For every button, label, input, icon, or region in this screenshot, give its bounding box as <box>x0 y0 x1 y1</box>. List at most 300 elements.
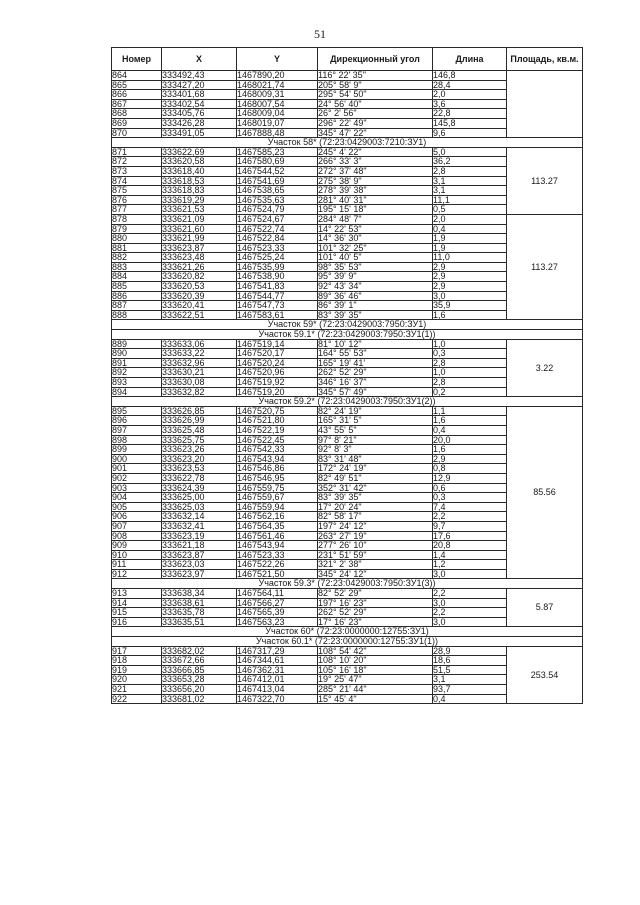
point-number: 881 <box>112 243 162 253</box>
y-coordinate: 1467890,20 <box>237 71 318 81</box>
y-coordinate: 1467585,23 <box>237 147 318 157</box>
y-coordinate: 1467580,69 <box>237 157 318 167</box>
segment-length: 0,8 <box>433 464 507 474</box>
segment-length: 145,8 <box>433 118 507 128</box>
y-coordinate: 1467559,67 <box>237 493 318 503</box>
point-number: 915 <box>112 608 162 618</box>
segment-length: 1,6 <box>433 445 507 455</box>
area-value: 3.22 <box>507 339 583 397</box>
y-coordinate: 1467559,75 <box>237 483 318 493</box>
y-coordinate: 1467565,39 <box>237 608 318 618</box>
parcel-title: Участок 59.3* (72:23:0429003:7950:ЗУ1(3)) <box>112 579 583 589</box>
header-area: Площадь, кв.м. <box>507 48 583 71</box>
x-coordinate: 333427,20 <box>162 80 237 90</box>
table-row <box>112 339 583 349</box>
segment-length: 1,9 <box>433 234 507 244</box>
parcel-header-row <box>112 330 583 340</box>
parcel-title: Участок 59* (72:23:0429003:7950:ЗУ1) <box>112 320 583 330</box>
direction-angle: 82° 24' 19" <box>318 406 433 416</box>
x-coordinate: 333681,02 <box>162 694 237 704</box>
segment-length: 2,8 <box>433 166 507 176</box>
x-coordinate: 333638,34 <box>162 589 237 599</box>
x-coordinate: 333633,22 <box>162 349 237 359</box>
table-body <box>112 71 583 704</box>
direction-angle: 165° 19' 41' <box>318 358 433 368</box>
segment-length: 12,9 <box>433 473 507 483</box>
x-coordinate: 333621,26 <box>162 262 237 272</box>
direction-angle: 17° 16' 23" <box>318 617 433 627</box>
x-coordinate: 333405,76 <box>162 109 237 119</box>
y-coordinate: 1467541,83 <box>237 282 318 292</box>
point-number: 866 <box>112 90 162 100</box>
segment-length: 0,3 <box>433 349 507 359</box>
y-coordinate: 1467523,33 <box>237 550 318 560</box>
x-coordinate: 333618,53 <box>162 176 237 186</box>
x-coordinate: 333618,40 <box>162 166 237 176</box>
point-number: 900 <box>112 454 162 464</box>
segment-length: 1,2 <box>433 560 507 570</box>
point-number: 916 <box>112 617 162 627</box>
x-coordinate: 333656,20 <box>162 685 237 695</box>
point-number: 871 <box>112 147 162 157</box>
segment-length: 0,5 <box>433 205 507 215</box>
x-coordinate: 333653,28 <box>162 675 237 685</box>
point-number: 885 <box>112 282 162 292</box>
x-coordinate: 333625,03 <box>162 502 237 512</box>
parcel-header-row <box>112 138 583 148</box>
direction-angle: 14° 22' 53" <box>318 224 433 234</box>
y-coordinate: 1467522,74 <box>237 224 318 234</box>
x-coordinate: 333635,51 <box>162 617 237 627</box>
segment-length: 2,2 <box>433 512 507 522</box>
x-coordinate: 333623,03 <box>162 560 237 570</box>
y-coordinate: 1468009,04 <box>237 109 318 119</box>
segment-length: 35,9 <box>433 301 507 311</box>
segment-length: 1,4 <box>433 550 507 560</box>
point-number: 898 <box>112 435 162 445</box>
segment-length: 1,6 <box>433 416 507 426</box>
point-number: 879 <box>112 224 162 234</box>
point-number: 899 <box>112 445 162 455</box>
y-coordinate: 1467344,61 <box>237 656 318 666</box>
point-number: 917 <box>112 646 162 656</box>
y-coordinate: 1467564,11 <box>237 589 318 599</box>
point-number: 873 <box>112 166 162 176</box>
x-coordinate: 333623,87 <box>162 550 237 560</box>
x-coordinate: 333621,09 <box>162 214 237 224</box>
segment-length: 3,1 <box>433 176 507 186</box>
direction-angle: 92° 8' 3" <box>318 445 433 455</box>
y-coordinate: 1467559,94 <box>237 502 318 512</box>
segment-length: 2,9 <box>433 454 507 464</box>
point-number: 874 <box>112 176 162 186</box>
point-number: 896 <box>112 416 162 426</box>
segment-length: 11,1 <box>433 195 507 205</box>
header-row <box>112 48 583 71</box>
x-coordinate: 333621,60 <box>162 224 237 234</box>
parcel-title: Участок 60.1* (72:23:0000000:12755:ЗУ1(1)) <box>112 637 583 647</box>
segment-length: 1,0 <box>433 339 507 349</box>
y-coordinate: 1467524,79 <box>237 205 318 215</box>
header-x: X <box>162 48 237 71</box>
x-coordinate: 333623,53 <box>162 464 237 474</box>
y-coordinate: 1467317,29 <box>237 646 318 656</box>
point-number: 920 <box>112 675 162 685</box>
segment-length: 2,0 <box>433 90 507 100</box>
direction-angle: 15° 45' 4" <box>318 694 433 704</box>
direction-angle: 97° 8' 21" <box>318 435 433 445</box>
point-number: 914 <box>112 598 162 608</box>
direction-angle: 116° 22' 35" <box>318 71 433 81</box>
y-coordinate: 1468007,54 <box>237 99 318 109</box>
segment-length: 93,7 <box>433 685 507 695</box>
segment-length: 20,0 <box>433 435 507 445</box>
segment-length: 2,8 <box>433 358 507 368</box>
x-coordinate: 333618,83 <box>162 186 237 196</box>
direction-angle: 165° 31' 5" <box>318 416 433 426</box>
segment-length: 3,0 <box>433 291 507 301</box>
y-coordinate: 1467535,63 <box>237 195 318 205</box>
direction-angle: 263° 27' 19" <box>318 531 433 541</box>
page-number: 51 <box>314 27 326 41</box>
segment-length: 3,0 <box>433 569 507 579</box>
direction-angle: 262° 52' 29" <box>318 368 433 378</box>
direction-angle: 43° 55' 5" <box>318 425 433 435</box>
area-value <box>507 71 583 138</box>
point-number: 901 <box>112 464 162 474</box>
y-coordinate: 1467520,24 <box>237 358 318 368</box>
y-coordinate: 1467362,31 <box>237 665 318 675</box>
point-number: 912 <box>112 569 162 579</box>
y-coordinate: 1467523,33 <box>237 243 318 253</box>
header-y: Y <box>237 48 318 71</box>
x-coordinate: 333638,61 <box>162 598 237 608</box>
direction-angle: 83° 39' 35" <box>318 493 433 503</box>
direction-angle: 83° 39' 35" <box>318 310 433 320</box>
y-coordinate: 1467542,33 <box>237 445 318 455</box>
point-number: 868 <box>112 109 162 119</box>
table-row <box>112 646 583 656</box>
x-coordinate: 333623,97 <box>162 569 237 579</box>
point-number: 869 <box>112 118 162 128</box>
segment-length: 0,4 <box>433 694 507 704</box>
x-coordinate: 333621,18 <box>162 541 237 551</box>
point-number: 883 <box>112 262 162 272</box>
header-number: Номер <box>112 48 162 71</box>
point-number: 902 <box>112 473 162 483</box>
segment-length: 5,0 <box>433 147 507 157</box>
segment-length: 2,9 <box>433 262 507 272</box>
segment-length: 7,4 <box>433 502 507 512</box>
table-row <box>112 589 583 599</box>
x-coordinate: 333622,69 <box>162 147 237 157</box>
direction-angle: 231° 51' 59" <box>318 550 433 560</box>
segment-length: 3,0 <box>433 598 507 608</box>
x-coordinate: 333622,51 <box>162 310 237 320</box>
y-coordinate: 1467519,92 <box>237 378 318 388</box>
y-coordinate: 1467519,14 <box>237 339 318 349</box>
point-number: 894 <box>112 387 162 397</box>
y-coordinate: 1468021,74 <box>237 80 318 90</box>
x-coordinate: 333623,20 <box>162 454 237 464</box>
segment-length: 2,2 <box>433 589 507 599</box>
segment-length: 0,3 <box>433 493 507 503</box>
direction-angle: 345° 24' 12" <box>318 569 433 579</box>
x-coordinate: 333630,08 <box>162 378 237 388</box>
y-coordinate: 1467538,90 <box>237 272 318 282</box>
y-coordinate: 1467543,94 <box>237 541 318 551</box>
segment-length: 3,6 <box>433 99 507 109</box>
direction-angle: 17° 20' 24" <box>318 502 433 512</box>
segment-length: 3,1 <box>433 675 507 685</box>
x-coordinate: 333491,05 <box>162 128 237 138</box>
point-number: 910 <box>112 550 162 560</box>
direction-angle: 275° 38' 9" <box>318 176 433 186</box>
parcel-title: Участок 60* (72:23:0000000:12755:ЗУ1) <box>112 627 583 637</box>
x-coordinate: 333624,39 <box>162 483 237 493</box>
direction-angle: 19° 25' 47" <box>318 675 433 685</box>
point-number: 886 <box>112 291 162 301</box>
header-length: Длина <box>433 48 507 71</box>
direction-angle: 14° 36' 30" <box>318 234 433 244</box>
point-number: 907 <box>112 521 162 531</box>
direction-angle: 105° 16' 18" <box>318 665 433 675</box>
point-number: 922 <box>112 694 162 704</box>
y-coordinate: 1467524,67 <box>237 214 318 224</box>
y-coordinate: 1467521,80 <box>237 416 318 426</box>
segment-length: 146,8 <box>433 71 507 81</box>
point-number: 880 <box>112 234 162 244</box>
direction-angle: 82° 52' 29" <box>318 589 433 599</box>
direction-angle: 295° 54' 50" <box>318 90 433 100</box>
segment-length: 2,9 <box>433 272 507 282</box>
y-coordinate: 1467522,26 <box>237 560 318 570</box>
direction-angle: 98° 35' 53" <box>318 262 433 272</box>
segment-length: 2,2 <box>433 608 507 618</box>
direction-angle: 278° 39' 38" <box>318 186 433 196</box>
y-coordinate: 1467322,70 <box>237 694 318 704</box>
area-value: 5.87 <box>507 589 583 627</box>
y-coordinate: 1467563,23 <box>237 617 318 627</box>
y-coordinate: 1467525,24 <box>237 253 318 263</box>
point-number: 892 <box>112 368 162 378</box>
parcel-title: Участок 59.1* (72:23:0429003:7950:ЗУ1(1)) <box>112 330 583 340</box>
parcel-header-row <box>112 320 583 330</box>
point-number: 889 <box>112 339 162 349</box>
y-coordinate: 1467538,65 <box>237 186 318 196</box>
x-coordinate: 333620,82 <box>162 272 237 282</box>
direction-angle: 108° 54' 42" <box>318 646 433 656</box>
coordinates-table <box>111 47 583 704</box>
x-coordinate: 333620,53 <box>162 282 237 292</box>
area-value: 253.54 <box>507 646 583 704</box>
x-coordinate: 333426,28 <box>162 118 237 128</box>
table-row <box>112 71 583 81</box>
y-coordinate: 1467520,75 <box>237 406 318 416</box>
segment-length: 0,6 <box>433 483 507 493</box>
direction-angle: 82° 58' 17" <box>318 512 433 522</box>
x-coordinate: 333623,48 <box>162 253 237 263</box>
y-coordinate: 1468009,31 <box>237 90 318 100</box>
point-number: 876 <box>112 195 162 205</box>
table-row <box>112 214 583 224</box>
point-number: 919 <box>112 665 162 675</box>
segment-length: 2,9 <box>433 282 507 292</box>
point-number: 870 <box>112 128 162 138</box>
y-coordinate: 1467583,61 <box>237 310 318 320</box>
point-number: 877 <box>112 205 162 215</box>
point-number: 904 <box>112 493 162 503</box>
segment-length: 51,5 <box>433 665 507 675</box>
y-coordinate: 1467522,84 <box>237 234 318 244</box>
y-coordinate: 1467888,48 <box>237 128 318 138</box>
y-coordinate: 1467520,17 <box>237 349 318 359</box>
direction-angle: 284° 48' 7" <box>318 214 433 224</box>
direction-angle: 89° 36' 46" <box>318 291 433 301</box>
x-coordinate: 333492,43 <box>162 71 237 81</box>
x-coordinate: 333625,75 <box>162 435 237 445</box>
segment-length: 0,4 <box>433 224 507 234</box>
x-coordinate: 333625,00 <box>162 493 237 503</box>
x-coordinate: 333625,48 <box>162 425 237 435</box>
segment-length: 3,1 <box>433 186 507 196</box>
x-coordinate: 333623,19 <box>162 531 237 541</box>
point-number: 903 <box>112 483 162 493</box>
direction-angle: 245° 4' 22" <box>318 147 433 157</box>
x-coordinate: 333620,58 <box>162 157 237 167</box>
segment-length: 2,8 <box>433 378 507 388</box>
area-value: 85.56 <box>507 406 583 579</box>
x-coordinate: 333623,26 <box>162 445 237 455</box>
point-number: 884 <box>112 272 162 282</box>
y-coordinate: 1467412,01 <box>237 675 318 685</box>
x-coordinate: 333621,53 <box>162 205 237 215</box>
direction-angle: 24° 56' 40" <box>318 99 433 109</box>
direction-angle: 164° 55' 53" <box>318 349 433 359</box>
point-number: 921 <box>112 685 162 695</box>
x-coordinate: 333623,87 <box>162 243 237 253</box>
segment-length: 28,9 <box>433 646 507 656</box>
table-row <box>112 147 583 157</box>
x-coordinate: 333620,39 <box>162 291 237 301</box>
y-coordinate: 1467521,50 <box>237 569 318 579</box>
point-number: 895 <box>112 406 162 416</box>
x-coordinate: 333630,21 <box>162 368 237 378</box>
direction-angle: 296° 22' 49" <box>318 118 433 128</box>
segment-length: 1,1 <box>433 406 507 416</box>
point-number: 905 <box>112 502 162 512</box>
segment-length: 1,0 <box>433 368 507 378</box>
header-direction-angle: Дирекционный угол <box>318 48 433 71</box>
y-coordinate: 1467543,94 <box>237 454 318 464</box>
direction-angle: 345° 47' 22" <box>318 128 433 138</box>
direction-angle: 81° 10' 12" <box>318 339 433 349</box>
y-coordinate: 1467541,69 <box>237 176 318 186</box>
y-coordinate: 1467522,45 <box>237 435 318 445</box>
segment-length: 36,2 <box>433 157 507 167</box>
point-number: 913 <box>112 589 162 599</box>
y-coordinate: 1467566,27 <box>237 598 318 608</box>
direction-angle: 285° 21' 44" <box>318 685 433 695</box>
direction-angle: 272° 37' 48" <box>318 166 433 176</box>
x-coordinate: 333635,78 <box>162 608 237 618</box>
point-number: 908 <box>112 531 162 541</box>
direction-angle: 352° 31' 42" <box>318 483 433 493</box>
segment-length: 1,9 <box>433 243 507 253</box>
x-coordinate: 333633,06 <box>162 339 237 349</box>
direction-angle: 345° 57' 49" <box>318 387 433 397</box>
segment-length: 11,0 <box>433 253 507 263</box>
point-number: 897 <box>112 425 162 435</box>
parcel-header-row <box>112 637 583 647</box>
direction-angle: 86° 39' 1" <box>318 301 433 311</box>
point-number: 867 <box>112 99 162 109</box>
parcel-title: Участок 58* (72:23:0429003:7210:ЗУ1) <box>112 138 583 148</box>
x-coordinate: 333632,82 <box>162 387 237 397</box>
x-coordinate: 333682,02 <box>162 646 237 656</box>
direction-angle: 197° 24' 12" <box>318 521 433 531</box>
direction-angle: 197° 16' 23" <box>318 598 433 608</box>
x-coordinate: 333626,99 <box>162 416 237 426</box>
direction-angle: 321° 2' 38" <box>318 560 433 570</box>
y-coordinate: 1467546,95 <box>237 473 318 483</box>
direction-angle: 262° 52' 29" <box>318 608 433 618</box>
y-coordinate: 1467413,04 <box>237 685 318 695</box>
y-coordinate: 1468019,07 <box>237 118 318 128</box>
direction-angle: 95° 39' 9" <box>318 272 433 282</box>
segment-length: 0,4 <box>433 425 507 435</box>
y-coordinate: 1467546,86 <box>237 464 318 474</box>
direction-angle: 266° 33' 3" <box>318 157 433 167</box>
segment-length: 28,4 <box>433 80 507 90</box>
direction-angle: 346° 16' 37" <box>318 378 433 388</box>
x-coordinate: 333632,41 <box>162 521 237 531</box>
x-coordinate: 333626,85 <box>162 406 237 416</box>
point-number: 918 <box>112 656 162 666</box>
segment-length: 2,0 <box>433 214 507 224</box>
segment-length: 17,6 <box>433 531 507 541</box>
point-number: 887 <box>112 301 162 311</box>
direction-angle: 82° 49' 51" <box>318 473 433 483</box>
y-coordinate: 1467522,19 <box>237 425 318 435</box>
point-number: 891 <box>112 358 162 368</box>
segment-length: 9,6 <box>433 128 507 138</box>
direction-angle: 92° 43' 34" <box>318 282 433 292</box>
y-coordinate: 1467561,46 <box>237 531 318 541</box>
segment-length: 9,7 <box>433 521 507 531</box>
direction-angle: 281° 40' 31" <box>318 195 433 205</box>
segment-length: 20,8 <box>433 541 507 551</box>
point-number: 909 <box>112 541 162 551</box>
y-coordinate: 1467520,96 <box>237 368 318 378</box>
x-coordinate: 333632,14 <box>162 512 237 522</box>
segment-length: 18,6 <box>433 656 507 666</box>
y-coordinate: 1467544,52 <box>237 166 318 176</box>
parcel-title: Участок 59.2* (72:23:0429003:7950:ЗУ1(2)) <box>112 397 583 407</box>
x-coordinate: 333621,99 <box>162 234 237 244</box>
y-coordinate: 1467547,73 <box>237 301 318 311</box>
x-coordinate: 333620,41 <box>162 301 237 311</box>
point-number: 872 <box>112 157 162 167</box>
y-coordinate: 1467564,35 <box>237 521 318 531</box>
x-coordinate: 333622,78 <box>162 473 237 483</box>
x-coordinate: 333672,66 <box>162 656 237 666</box>
direction-angle: 83° 31' 48" <box>318 454 433 464</box>
direction-angle: 205° 58' 9" <box>318 80 433 90</box>
segment-length: 3,0 <box>433 617 507 627</box>
area-value: 113.27 <box>507 214 583 320</box>
y-coordinate: 1467535,99 <box>237 262 318 272</box>
